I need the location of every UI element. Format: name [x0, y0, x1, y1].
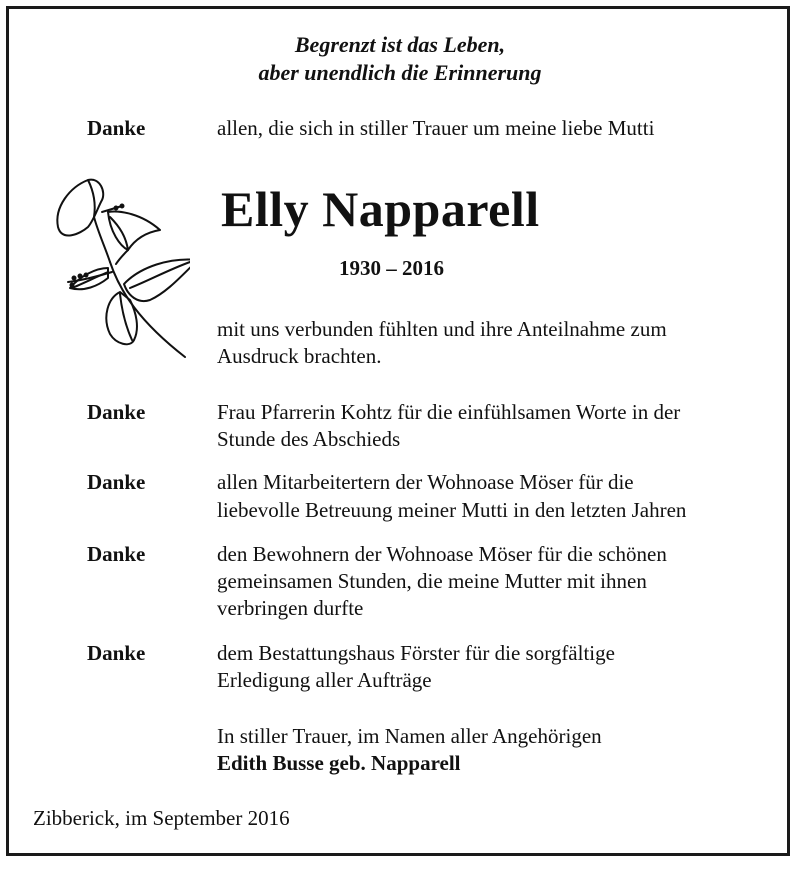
- intro-line: allen, die sich in stiller Trauer um meine liebe Mutti: [217, 116, 655, 140]
- thanks-3-line-3: verbringen durfte: [217, 596, 364, 620]
- danke-label-2: Danke: [87, 400, 146, 424]
- signature: Edith Busse geb. Napparell: [217, 751, 461, 775]
- thanks-4-line-1: dem Bestattungshaus Förster für die sorgfältige: [217, 641, 615, 665]
- danke-label-1: Danke: [87, 116, 146, 140]
- thanks-3-line-1: den Bewohnern der Wohnoase Möser für die schönen: [217, 542, 667, 566]
- place-date: Zibberick, im September 2016: [33, 806, 290, 830]
- thanks-3-line-2: gemeinsamen Stunden, die meine Mutter mit ihnen: [217, 569, 647, 593]
- closing-line: In stiller Trauer, im Namen aller Angehörigen: [217, 724, 602, 748]
- danke-label-4: Danke: [87, 542, 146, 566]
- thanks-1-line-2: Stunde des Abschieds: [217, 427, 401, 451]
- thanks-1-line-1: Frau Pfarrerin Kohtz für die einfühlsamen Worte in der: [217, 400, 681, 424]
- danke-label-3: Danke: [87, 470, 146, 494]
- calla-lily-icon: [50, 172, 190, 362]
- intro-cont-line-2: Ausdruck brachten.: [217, 344, 382, 368]
- motto-line-1: Begrenzt ist das Leben,: [294, 32, 506, 57]
- thanks-4-line-2: Erledigung aller Aufträge: [217, 668, 432, 692]
- danke-label-5: Danke: [87, 641, 146, 665]
- intro-cont-line-1: mit uns verbunden fühlten und ihre Anteilnahme zum: [217, 317, 667, 341]
- deceased-name: Elly Napparell: [221, 181, 540, 237]
- thanks-2-line-2: liebevolle Betreuung meiner Mutti in den letzten Jahren: [217, 498, 687, 522]
- thanks-2-line-1: allen Mitarbeitertern der Wohnoase Möser für die: [217, 470, 634, 494]
- motto-line-2: aber unendlich die Erinnerung: [258, 60, 542, 85]
- life-years: 1930 – 2016: [339, 256, 444, 280]
